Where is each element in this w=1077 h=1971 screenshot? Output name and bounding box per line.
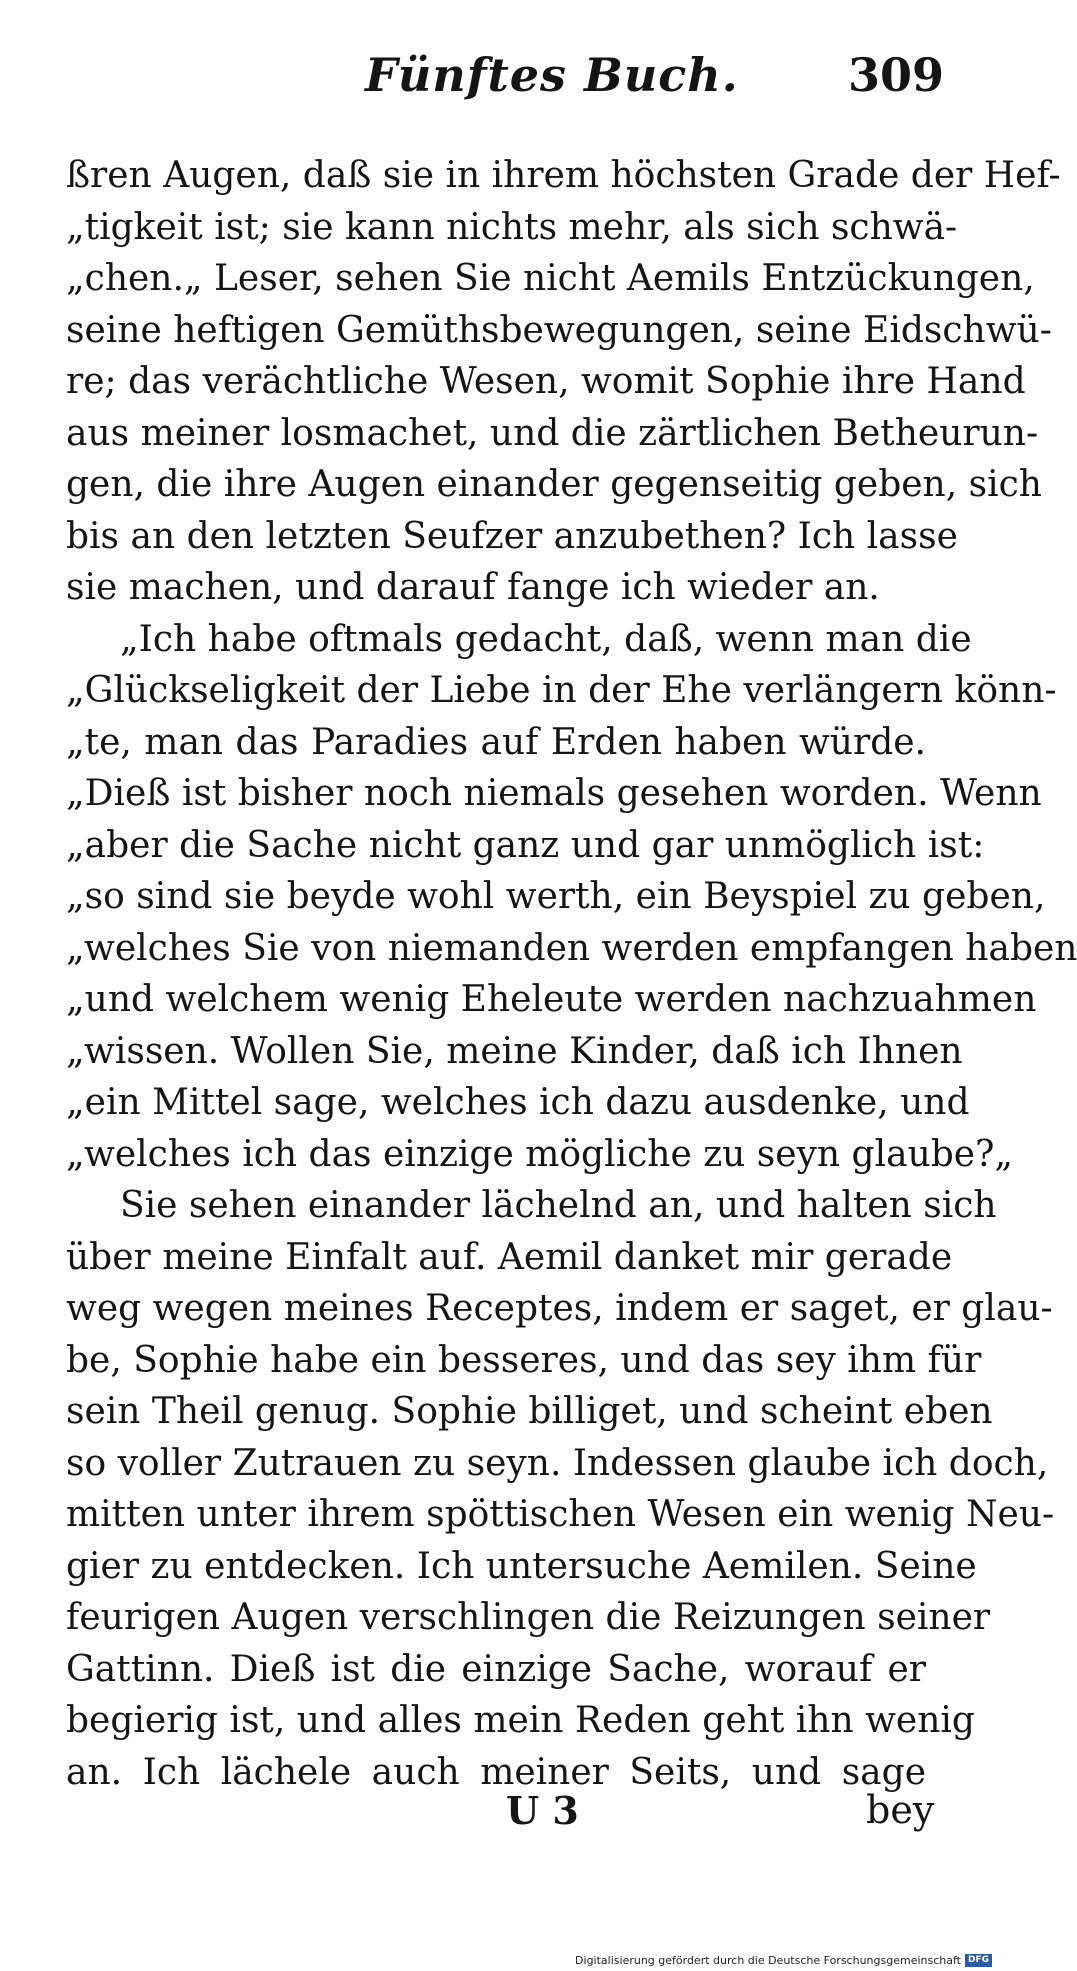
text-line: weg wegen meines Receptes, indem er saget, er glau- xyxy=(66,1288,1053,1329)
text-line: „te, man das Paradies auf Erden haben würde. xyxy=(66,721,926,763)
text-line: begierig ist, und alles mein Reden geht ihn wenig xyxy=(66,1700,975,1741)
page-number: 309 xyxy=(848,48,945,102)
text-line: „wissen. Wollen Sie, meine Kinder, daß ich Ihnen xyxy=(66,1030,963,1072)
text-line: „Dieß ist bisher noch niemals gesehen worden. Wenn xyxy=(66,773,1042,814)
text-line: „Glückseligkeit der Liebe in der Ehe verlängern könn- xyxy=(66,670,1057,711)
paragraph-start-line: Sie sehen einander lächelnd an, und halten sich xyxy=(120,1185,997,1226)
page-header xyxy=(0,40,1000,120)
page-footer xyxy=(0,1788,1000,1848)
text-line: sein Theil genug. Sophie billiget, und scheint eben xyxy=(66,1391,993,1432)
text-line: so voller Zutrauen zu seyn. Indessen glaube ich doch, xyxy=(66,1442,1049,1484)
credit-text: Digitalisierung gefördert durch die Deutsche Forschungsgemeinschaft xyxy=(575,1954,961,1967)
text-line: „aber die Sache nicht ganz und gar unmöglich ist: xyxy=(66,824,985,866)
text-line: über meine Einfalt auf. Aemil danket mir gerade xyxy=(66,1236,953,1278)
text-line: re; das verächtliche Wesen, womit Sophie ihre Hand xyxy=(66,361,1026,402)
text-line: „chen.„ Leser, sehen Sie nicht Aemils Entzückungen, xyxy=(66,258,1035,299)
paragraph-end-line: sie machen, und darauf fange ich wieder an. xyxy=(66,567,880,608)
paragraph-start-line: „Ich habe oftmals gedacht, daß, wenn man die xyxy=(120,618,972,660)
text-line: „tigkeit ist; sie kann nichts mehr, als sich schwä- xyxy=(66,206,958,248)
text-line: seine heftigen Gemüthsbewegungen, seine Eidschwü- xyxy=(66,309,1052,351)
body-text xyxy=(66,150,1077,1798)
dfg-logo: DFG xyxy=(965,1954,992,1967)
text-line: gier zu entdecken. Ich untersuche Aemilen. Seine xyxy=(66,1545,977,1587)
text-line: bis an den letzten Seufzer anzubethen? Ich lasse xyxy=(66,515,958,557)
text-line: „so sind sie beyde wohl werth, ein Beyspiel zu geben, xyxy=(66,876,1046,917)
text-line: ßren Augen, daß sie in ihrem höchsten Grade der Hef- xyxy=(66,155,1061,196)
text-line: „und welchem wenig Eheleute werden nachzuahmen xyxy=(66,979,1037,1020)
catchword: bey xyxy=(866,1788,935,1832)
text-line: feurigen Augen verschlingen die Reizungen seiner xyxy=(66,1597,991,1638)
text-line: „welches Sie von niemanden werden empfangen haben xyxy=(66,927,1077,969)
text-line: an. Ich lächele auch meiner Seits, und sage xyxy=(66,1751,926,1793)
text-line: „ein Mittel sage, welches ich dazu ausdenke, und xyxy=(66,1082,970,1123)
text-line: be, Sophie habe ein besseres, und das sey ihm für xyxy=(66,1339,982,1381)
signature-mark: U 3 xyxy=(506,1788,579,1833)
digitization-credit xyxy=(575,1954,992,1967)
text-line: gen, die ihre Augen einander gegenseitig geben, sich xyxy=(66,464,1042,505)
text-line: aus meiner losmachet, und die zärtlichen Betheurun- xyxy=(66,412,1039,454)
running-head: Fünftes Buch. xyxy=(365,48,739,102)
text-line: mitten unter ihrem spöttischen Wesen ein wenig Neu- xyxy=(66,1494,1055,1535)
text-line: Gattinn. Dieß ist die einzige Sache, worauf er xyxy=(66,1648,926,1690)
paragraph-end-line: „welches ich das einzige mögliche zu seyn glaube?„ xyxy=(66,1133,1014,1175)
